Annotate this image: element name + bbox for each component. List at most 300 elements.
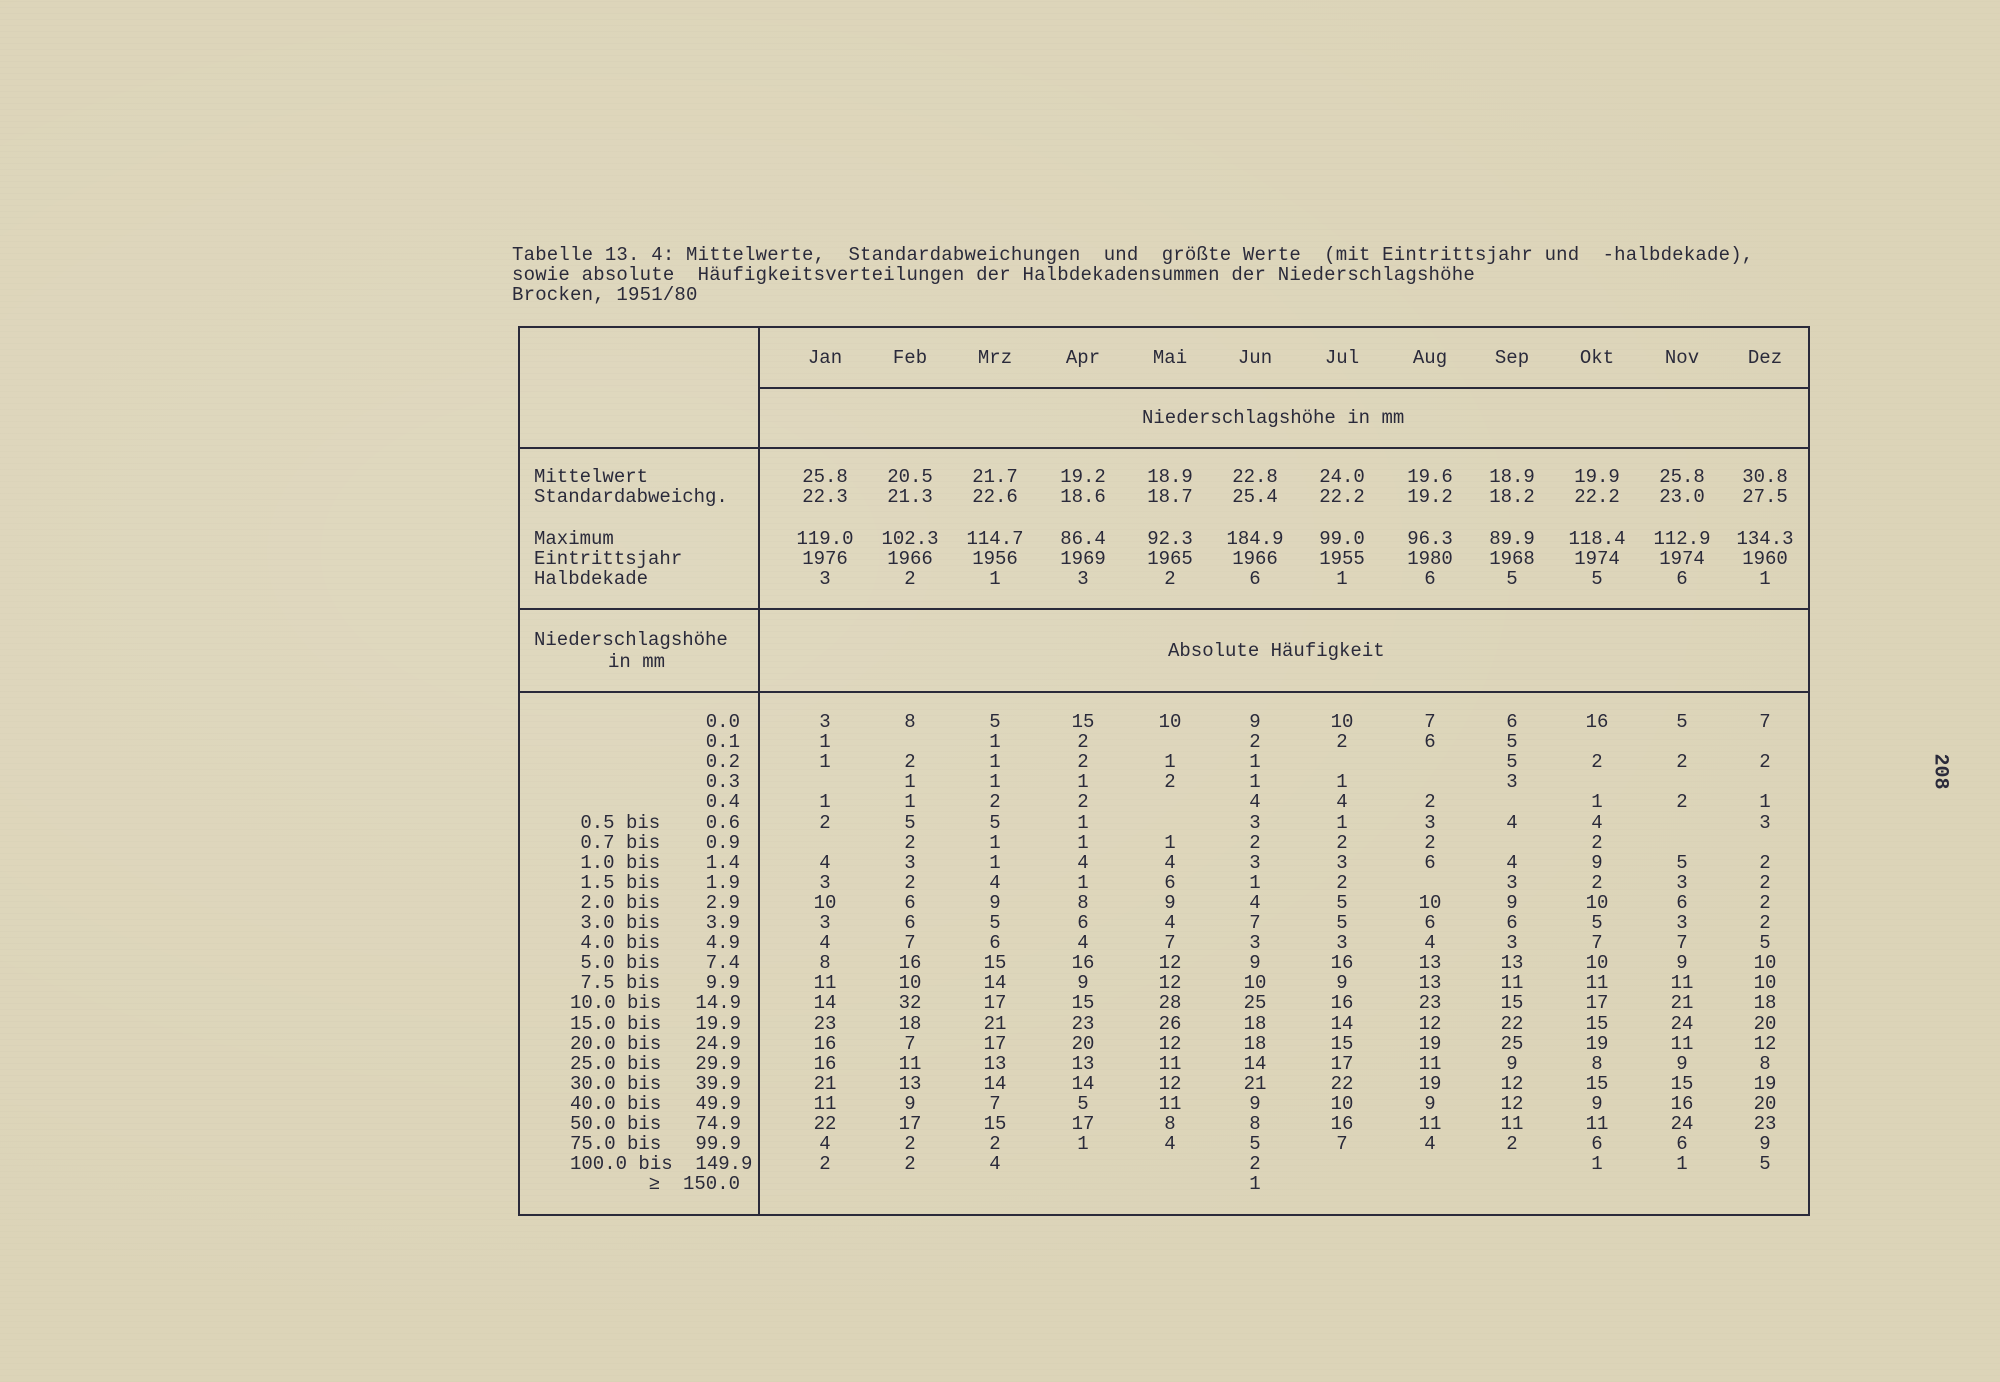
freq-cell: 14 (1071, 1073, 1095, 1095)
freq-cell: 17 (1330, 1053, 1354, 1075)
freq-cell: 15 (1500, 992, 1524, 1014)
freq-cell: 7 (904, 1033, 916, 1055)
freq-cell: 8 (1164, 1113, 1176, 1135)
freq-cell: 4 (1164, 1133, 1176, 1155)
stat-maximum-feb: 102.3 (881, 528, 939, 550)
freq-cell: 16 (1330, 992, 1354, 1014)
freq-cell: 1 (1164, 832, 1176, 854)
freq-cell: 12 (1500, 1073, 1524, 1095)
stat-jahr-okt: 1974 (1574, 548, 1620, 570)
stat-mittelwert-mrz: 21.7 (972, 466, 1018, 488)
freq-cell: 10 (898, 972, 922, 994)
maximum-label: Maximum (534, 528, 614, 550)
freq-cell: 5 (1249, 1133, 1261, 1155)
freq-cell: 23 (1753, 1113, 1777, 1135)
freq-cell: 1 (1591, 1153, 1603, 1175)
stat-std-dez: 27.5 (1742, 486, 1788, 508)
freq-cell: 1 (1249, 771, 1261, 793)
stat-mittelwert-jul: 24.0 (1319, 466, 1365, 488)
freq-cell: 11 (813, 972, 837, 994)
freq-cell: 12 (1158, 972, 1182, 994)
month-header-mai: Mai (1152, 347, 1188, 369)
freq-cell: 12 (1158, 952, 1182, 974)
freq-cell: 9 (1424, 1093, 1436, 1115)
freq-cell: 12 (1158, 1073, 1182, 1095)
freq-left-header-line1: Niederschlagshöhe (534, 629, 728, 651)
freq-cell: 25 (1500, 1033, 1524, 1055)
freq-row-label: 5.0 bis 7.4 (580, 952, 740, 974)
freq-cell: 4 (1249, 892, 1261, 914)
freq-cell: 21 (813, 1073, 837, 1095)
freq-cell: 2 (1336, 731, 1348, 753)
freq-cell: 12 (1418, 1013, 1442, 1035)
freq-cell: 11 (898, 1053, 922, 1075)
stat-maximum-nov: 112.9 (1653, 528, 1711, 550)
freq-cell: 2 (1424, 791, 1436, 813)
freq-cell: 9 (1506, 1053, 1518, 1075)
freq-cell: 2 (1759, 751, 1771, 773)
month-header-feb: Feb (892, 347, 928, 369)
freq-cell: 2 (1591, 832, 1603, 854)
freq-cell: 10 (1753, 972, 1777, 994)
freq-cell: 3 (1249, 852, 1261, 874)
freq-cell: 8 (1591, 1053, 1603, 1075)
freq-cell: 2 (1336, 832, 1348, 854)
freq-cell: 16 (813, 1053, 837, 1075)
freq-cell: 3 (1249, 932, 1261, 954)
freq-cell: 4 (1424, 1133, 1436, 1155)
freq-cell: 21 (983, 1013, 1007, 1035)
freq-cell: 16 (1585, 711, 1609, 733)
freq-cell: 1 (989, 771, 1001, 793)
freq-cell: 4 (819, 1133, 831, 1155)
stat-jahr-mrz: 1956 (972, 548, 1018, 570)
freq-cell: 9 (989, 892, 1001, 914)
unit-header: Niederschlagshöhe in mm (1142, 407, 1405, 429)
freq-cell: 5 (1676, 711, 1688, 733)
freq-row-label: 25.0 bis 29.9 (570, 1053, 742, 1075)
freq-cell: 1 (1077, 1133, 1089, 1155)
freq-cell: 4 (1077, 852, 1089, 874)
freq-cell: 9 (1249, 711, 1261, 733)
freq-cell: 6 (1506, 711, 1518, 733)
freq-cell: 4 (1336, 791, 1348, 813)
stat-halbdekade-feb: 2 (904, 568, 916, 590)
freq-cell: 2 (1591, 872, 1603, 894)
freq-cell: 16 (1330, 1113, 1354, 1135)
stat-halbdekade-jun: 6 (1249, 568, 1261, 590)
freq-cell: 4 (819, 932, 831, 954)
month-header-mrz: Mrz (977, 347, 1013, 369)
freq-cell: 11 (1418, 1113, 1442, 1135)
freq-cell: 4 (1506, 852, 1518, 874)
freq-cell: 7 (989, 1093, 1001, 1115)
stat-maximum-sep: 89.9 (1489, 528, 1535, 550)
freq-cell: 9 (1249, 1093, 1261, 1115)
table-caption (512, 245, 1753, 305)
stat-mittelwert-jun: 22.8 (1232, 466, 1278, 488)
freq-cell: 14 (983, 1073, 1007, 1095)
freq-cell: 19 (1418, 1073, 1442, 1095)
stat-jahr-mai: 1965 (1147, 548, 1193, 570)
freq-cell: 26 (1158, 1013, 1182, 1035)
freq-cell: 16 (1670, 1093, 1694, 1115)
freq-cell: 3 (1676, 912, 1688, 934)
freq-cell: 16 (898, 952, 922, 974)
freq-cell: 13 (1071, 1053, 1095, 1075)
freq-cell: 5 (989, 812, 1001, 834)
freq-cell: 3 (1336, 932, 1348, 954)
column-divider (758, 326, 760, 1216)
freq-cell: 1 (1077, 832, 1089, 854)
freq-cell: 23 (1418, 992, 1442, 1014)
freq-cell: 1 (1164, 751, 1176, 773)
stat-mittelwert-feb: 20.5 (887, 466, 933, 488)
freq-cell: 6 (989, 932, 1001, 954)
freq-cell: 8 (904, 711, 916, 733)
freq-cell: 32 (898, 992, 922, 1014)
freq-cell: 17 (1071, 1113, 1095, 1135)
freq-cell: 2 (1077, 751, 1089, 773)
freq-cell: 4 (1164, 852, 1176, 874)
stat-maximum-jan: 119.0 (796, 528, 854, 550)
freq-cell: 15 (1670, 1073, 1694, 1095)
freq-cell: 16 (1330, 952, 1354, 974)
stat-halbdekade-apr: 3 (1077, 568, 1089, 590)
freq-cell: 6 (1424, 912, 1436, 934)
freq-cell: 18 (1753, 992, 1777, 1014)
caption-line-3: Brocken, 1951/80 (512, 284, 698, 306)
freq-cell: 4 (989, 1153, 1001, 1175)
freq-cell: 3 (1676, 872, 1688, 894)
freq-cell: 16 (1071, 952, 1095, 974)
freq-cell: 2 (989, 791, 1001, 813)
freq-cell: 20 (1071, 1033, 1095, 1055)
freq-cell: 4 (1424, 932, 1436, 954)
month-header-jul: Jul (1324, 347, 1360, 369)
freq-cell: 3 (819, 872, 831, 894)
freq-cell: 9 (1676, 1053, 1688, 1075)
freq-cell: 1 (819, 731, 831, 753)
stat-halbdekade-dez: 1 (1759, 568, 1771, 590)
freq-cell: 11 (1500, 972, 1524, 994)
freq-cell: 4 (989, 872, 1001, 894)
freq-cell: 2 (1336, 872, 1348, 894)
freq-cell: 6 (1506, 912, 1518, 934)
stat-maximum-aug: 96.3 (1407, 528, 1453, 550)
freq-row-label: 15.0 bis 19.9 (570, 1013, 742, 1035)
freq-cell: 2 (1591, 751, 1603, 773)
freq-cell: 23 (1071, 1013, 1095, 1035)
freq-cell: 15 (1585, 1013, 1609, 1035)
freq-cell: 18 (1243, 1013, 1267, 1035)
freq-row-label: 40.0 bis 49.9 (570, 1093, 742, 1115)
freq-cell: 7 (1336, 1133, 1348, 1155)
month-header-jun: Jun (1237, 347, 1273, 369)
stat-jahr-apr: 1969 (1060, 548, 1106, 570)
stat-halbdekade-nov: 6 (1676, 568, 1688, 590)
freq-cell: 24 (1670, 1113, 1694, 1135)
freq-cell: 8 (819, 952, 831, 974)
freq-cell: 10 (1158, 711, 1182, 733)
freq-cell: 2 (1759, 872, 1771, 894)
stat-jahr-feb: 1966 (887, 548, 933, 570)
freq-cell: 1 (1249, 751, 1261, 773)
freq-cell: 3 (1759, 812, 1771, 834)
freq-cell: 6 (1676, 1133, 1688, 1155)
freq-cell: 1 (904, 791, 916, 813)
stat-std-okt: 22.2 (1574, 486, 1620, 508)
freq-row-label: 0.5 bis 0.6 (580, 812, 740, 834)
month-header-dez: Dez (1747, 347, 1783, 369)
freq-row-label: 4.0 bis 4.9 (580, 932, 740, 954)
freq-cell: 19 (1418, 1033, 1442, 1055)
freq-cell: 13 (898, 1073, 922, 1095)
freq-cell: 28 (1158, 992, 1182, 1014)
stat-mittelwert-okt: 19.9 (1574, 466, 1620, 488)
month-header-sep: Sep (1494, 347, 1530, 369)
freq-cell: 5 (1336, 892, 1348, 914)
stat-jahr-aug: 1980 (1407, 548, 1453, 570)
freq-cell: 9 (1591, 1093, 1603, 1115)
freq-cell: 21 (1670, 992, 1694, 1014)
freq-cell: 14 (983, 972, 1007, 994)
stat-std-nov: 23.0 (1659, 486, 1705, 508)
freq-cell: 15 (983, 1113, 1007, 1135)
caption-line-1: Tabelle 13. 4: Mittelwerte, Standardabweichungen und größte Werte (mit Eintrittsjahr und -halbdekade), (512, 244, 1754, 266)
freq-cell: 10 (1243, 972, 1267, 994)
freq-row-label: 50.0 bis 74.9 (570, 1113, 742, 1135)
stat-halbdekade-mrz: 1 (989, 568, 1001, 590)
freq-cell: 3 (819, 711, 831, 733)
month-header-nov: Nov (1664, 347, 1700, 369)
freq-cell: 2 (904, 751, 916, 773)
freq-cell: 2 (904, 872, 916, 894)
freq-cell: 23 (813, 1013, 837, 1035)
freq-row-label: 3.0 bis 3.9 (580, 912, 740, 934)
freq-cell: 3 (1424, 812, 1436, 834)
freq-cell: 11 (1158, 1053, 1182, 1075)
stat-mittelwert-nov: 25.8 (1659, 466, 1705, 488)
freq-row-label: 0.7 bis 0.9 (580, 832, 740, 854)
header-divider-months (758, 387, 1810, 389)
freq-cell: 5 (1591, 912, 1603, 934)
stat-std-apr: 18.6 (1060, 486, 1106, 508)
stat-maximum-jun: 184.9 (1226, 528, 1284, 550)
freq-row-label: 0.3 (705, 771, 740, 793)
freq-cell: 2 (1759, 912, 1771, 934)
freq-cell: 2 (1424, 832, 1436, 854)
stat-jahr-sep: 1968 (1489, 548, 1535, 570)
freq-row-label: 0.4 (705, 791, 740, 813)
freq-left-header-line2: in mm (608, 651, 666, 673)
stat-maximum-dez: 134.3 (1736, 528, 1794, 550)
freq-cell: 10 (813, 892, 837, 914)
freq-cell: 18 (1243, 1033, 1267, 1055)
stat-maximum-jul: 99.0 (1319, 528, 1365, 550)
freq-row-label: 100.0 bis 149.9 (570, 1153, 753, 1175)
freq-cell: 2 (819, 1153, 831, 1175)
freq-cell: 1 (1336, 812, 1348, 834)
freq-cell: 17 (1585, 992, 1609, 1014)
freq-cell: 6 (1424, 852, 1436, 874)
freq-row-label: 2.0 bis 2.9 (580, 892, 740, 914)
freq-cell: 6 (1077, 912, 1089, 934)
freq-cell: 2 (819, 812, 831, 834)
freq-cell: 21 (1243, 1073, 1267, 1095)
freq-cell: 2 (1249, 1153, 1261, 1175)
freq-cell: 14 (813, 992, 837, 1014)
freq-cell: 19 (1753, 1073, 1777, 1095)
stat-halbdekade-jan: 3 (819, 568, 831, 590)
freq-cell: 2 (1249, 832, 1261, 854)
stat-std-aug: 19.2 (1407, 486, 1453, 508)
freq-cell: 20 (1753, 1093, 1777, 1115)
freq-cell: 4 (1506, 812, 1518, 834)
freq-cell: 11 (1585, 1113, 1609, 1135)
freq-cell: 9 (1164, 892, 1176, 914)
freq-cell: 19 (1585, 1033, 1609, 1055)
freq-cell: 4 (1591, 812, 1603, 834)
freq-cell: 1 (1077, 771, 1089, 793)
stats-divider (518, 608, 1810, 610)
freq-cell: 1 (1676, 1153, 1688, 1175)
stat-halbdekade-okt: 5 (1591, 568, 1603, 590)
freq-cell: 1 (1591, 791, 1603, 813)
freq-cell: 1 (989, 832, 1001, 854)
month-header-okt: Okt (1579, 347, 1615, 369)
freq-row-label: 1.5 bis 1.9 (580, 872, 740, 894)
stat-mittelwert-dez: 30.8 (1742, 466, 1788, 488)
freq-cell: 9 (1591, 852, 1603, 874)
freq-cell: 7 (1676, 932, 1688, 954)
stat-jahr-jul: 1955 (1319, 548, 1365, 570)
freq-cell: 6 (1164, 872, 1176, 894)
stat-std-jul: 22.2 (1319, 486, 1365, 508)
freq-cell: 8 (1077, 892, 1089, 914)
freq-cell: 5 (1506, 731, 1518, 753)
freq-cell: 2 (1676, 791, 1688, 813)
stat-mittelwert-aug: 19.6 (1407, 466, 1453, 488)
freq-cell: 15 (1071, 711, 1095, 733)
freq-cell: 1 (1336, 771, 1348, 793)
stat-jahr-jun: 1966 (1232, 548, 1278, 570)
stat-mittelwert-mai: 18.9 (1147, 466, 1193, 488)
stat-jahr-nov: 1974 (1659, 548, 1705, 570)
freq-cell: 2 (1506, 1133, 1518, 1155)
freq-cell: 9 (1759, 1133, 1771, 1155)
freq-cell: 5 (1676, 852, 1688, 874)
freq-cell: 10 (1585, 892, 1609, 914)
stat-mittelwert-sep: 18.9 (1489, 466, 1535, 488)
stat-maximum-mrz: 114.7 (966, 528, 1024, 550)
freq-cell: 18 (898, 1013, 922, 1035)
freq-cell: 8 (1759, 1053, 1771, 1075)
stat-std-sep: 18.2 (1489, 486, 1535, 508)
header-divider-unit (518, 447, 1810, 449)
freq-cell: 15 (1071, 992, 1095, 1014)
stat-maximum-apr: 86.4 (1060, 528, 1106, 550)
freq-row-label: 30.0 bis 39.9 (570, 1073, 742, 1095)
freq-cell: 13 (1500, 952, 1524, 974)
freq-cell: 1 (819, 791, 831, 813)
freq-cell: 7 (1759, 711, 1771, 733)
freq-cell: 1 (1077, 872, 1089, 894)
stat-maximum-mai: 92.3 (1147, 528, 1193, 550)
freq-row-label: 0.1 (705, 731, 740, 753)
freq-cell: 1 (989, 751, 1001, 773)
freq-row-label: 7.5 bis 9.9 (580, 972, 740, 994)
freq-row-label: 1.0 bis 1.4 (580, 852, 740, 874)
stat-jahr-jan: 1976 (802, 548, 848, 570)
freq-cell: 14 (1330, 1013, 1354, 1035)
freq-cell: 12 (1500, 1093, 1524, 1115)
freq-row-label: 0.0 (705, 711, 740, 733)
freq-cell: 10 (1330, 1093, 1354, 1115)
freq-cell: 3 (1249, 812, 1261, 834)
std-label: Standardabweichg. (534, 486, 728, 508)
freq-cell: 7 (1249, 912, 1261, 934)
freq-cell: 1 (989, 731, 1001, 753)
freq-cell: 2 (904, 1133, 916, 1155)
freq-cell: 12 (1158, 1033, 1182, 1055)
stat-jahr-dez: 1960 (1742, 548, 1788, 570)
month-header-apr: Apr (1065, 347, 1101, 369)
page-number: 208 (1928, 753, 1952, 790)
freq-cell: 2 (1164, 771, 1176, 793)
freq-cell: 17 (983, 1033, 1007, 1055)
freq-cell: 2 (1759, 892, 1771, 914)
freq-cell: 2 (1077, 791, 1089, 813)
month-header-aug: Aug (1412, 347, 1448, 369)
halbdekade-label: Halbdekade (534, 568, 649, 590)
stat-mittelwert-jan: 25.8 (802, 466, 848, 488)
freq-cell: 13 (1418, 972, 1442, 994)
freq-cell: 4 (1077, 932, 1089, 954)
freq-cell: 9 (904, 1093, 916, 1115)
freq-row-label: ≥ 150.0 (648, 1173, 740, 1195)
freq-cell: 13 (983, 1053, 1007, 1075)
freq-cell: 2 (904, 1153, 916, 1175)
freq-cell: 5 (1506, 751, 1518, 773)
freq-cell: 22 (1330, 1073, 1354, 1095)
freq-cell: 15 (1585, 1073, 1609, 1095)
freq-row-label: 75.0 bis 99.9 (570, 1133, 742, 1155)
freq-cell: 11 (1418, 1053, 1442, 1075)
stat-std-mai: 18.7 (1147, 486, 1193, 508)
freq-cell: 15 (983, 952, 1007, 974)
freq-cell: 9 (1249, 952, 1261, 974)
freq-cell: 10 (1753, 952, 1777, 974)
freq-cell: 16 (813, 1033, 837, 1055)
freq-cell: 9 (1336, 972, 1348, 994)
freq-cell: 6 (1591, 1133, 1603, 1155)
freq-cell: 10 (1330, 711, 1354, 733)
freq-cell: 6 (1676, 892, 1688, 914)
stat-halbdekade-mai: 2 (1164, 568, 1176, 590)
freq-cell: 7 (1164, 932, 1176, 954)
freq-cell: 11 (1158, 1093, 1182, 1115)
freq-cell: 5 (989, 912, 1001, 934)
freq-cell: 3 (1336, 852, 1348, 874)
freq-cell: 5 (1759, 932, 1771, 954)
freq-row-label: 10.0 bis 14.9 (570, 992, 742, 1014)
freq-cell: 2 (904, 832, 916, 854)
freq-cell: 7 (904, 932, 916, 954)
freq-cell: 2 (1077, 731, 1089, 753)
freq-cell: 22 (1500, 1013, 1524, 1035)
freq-cell: 11 (1500, 1113, 1524, 1135)
